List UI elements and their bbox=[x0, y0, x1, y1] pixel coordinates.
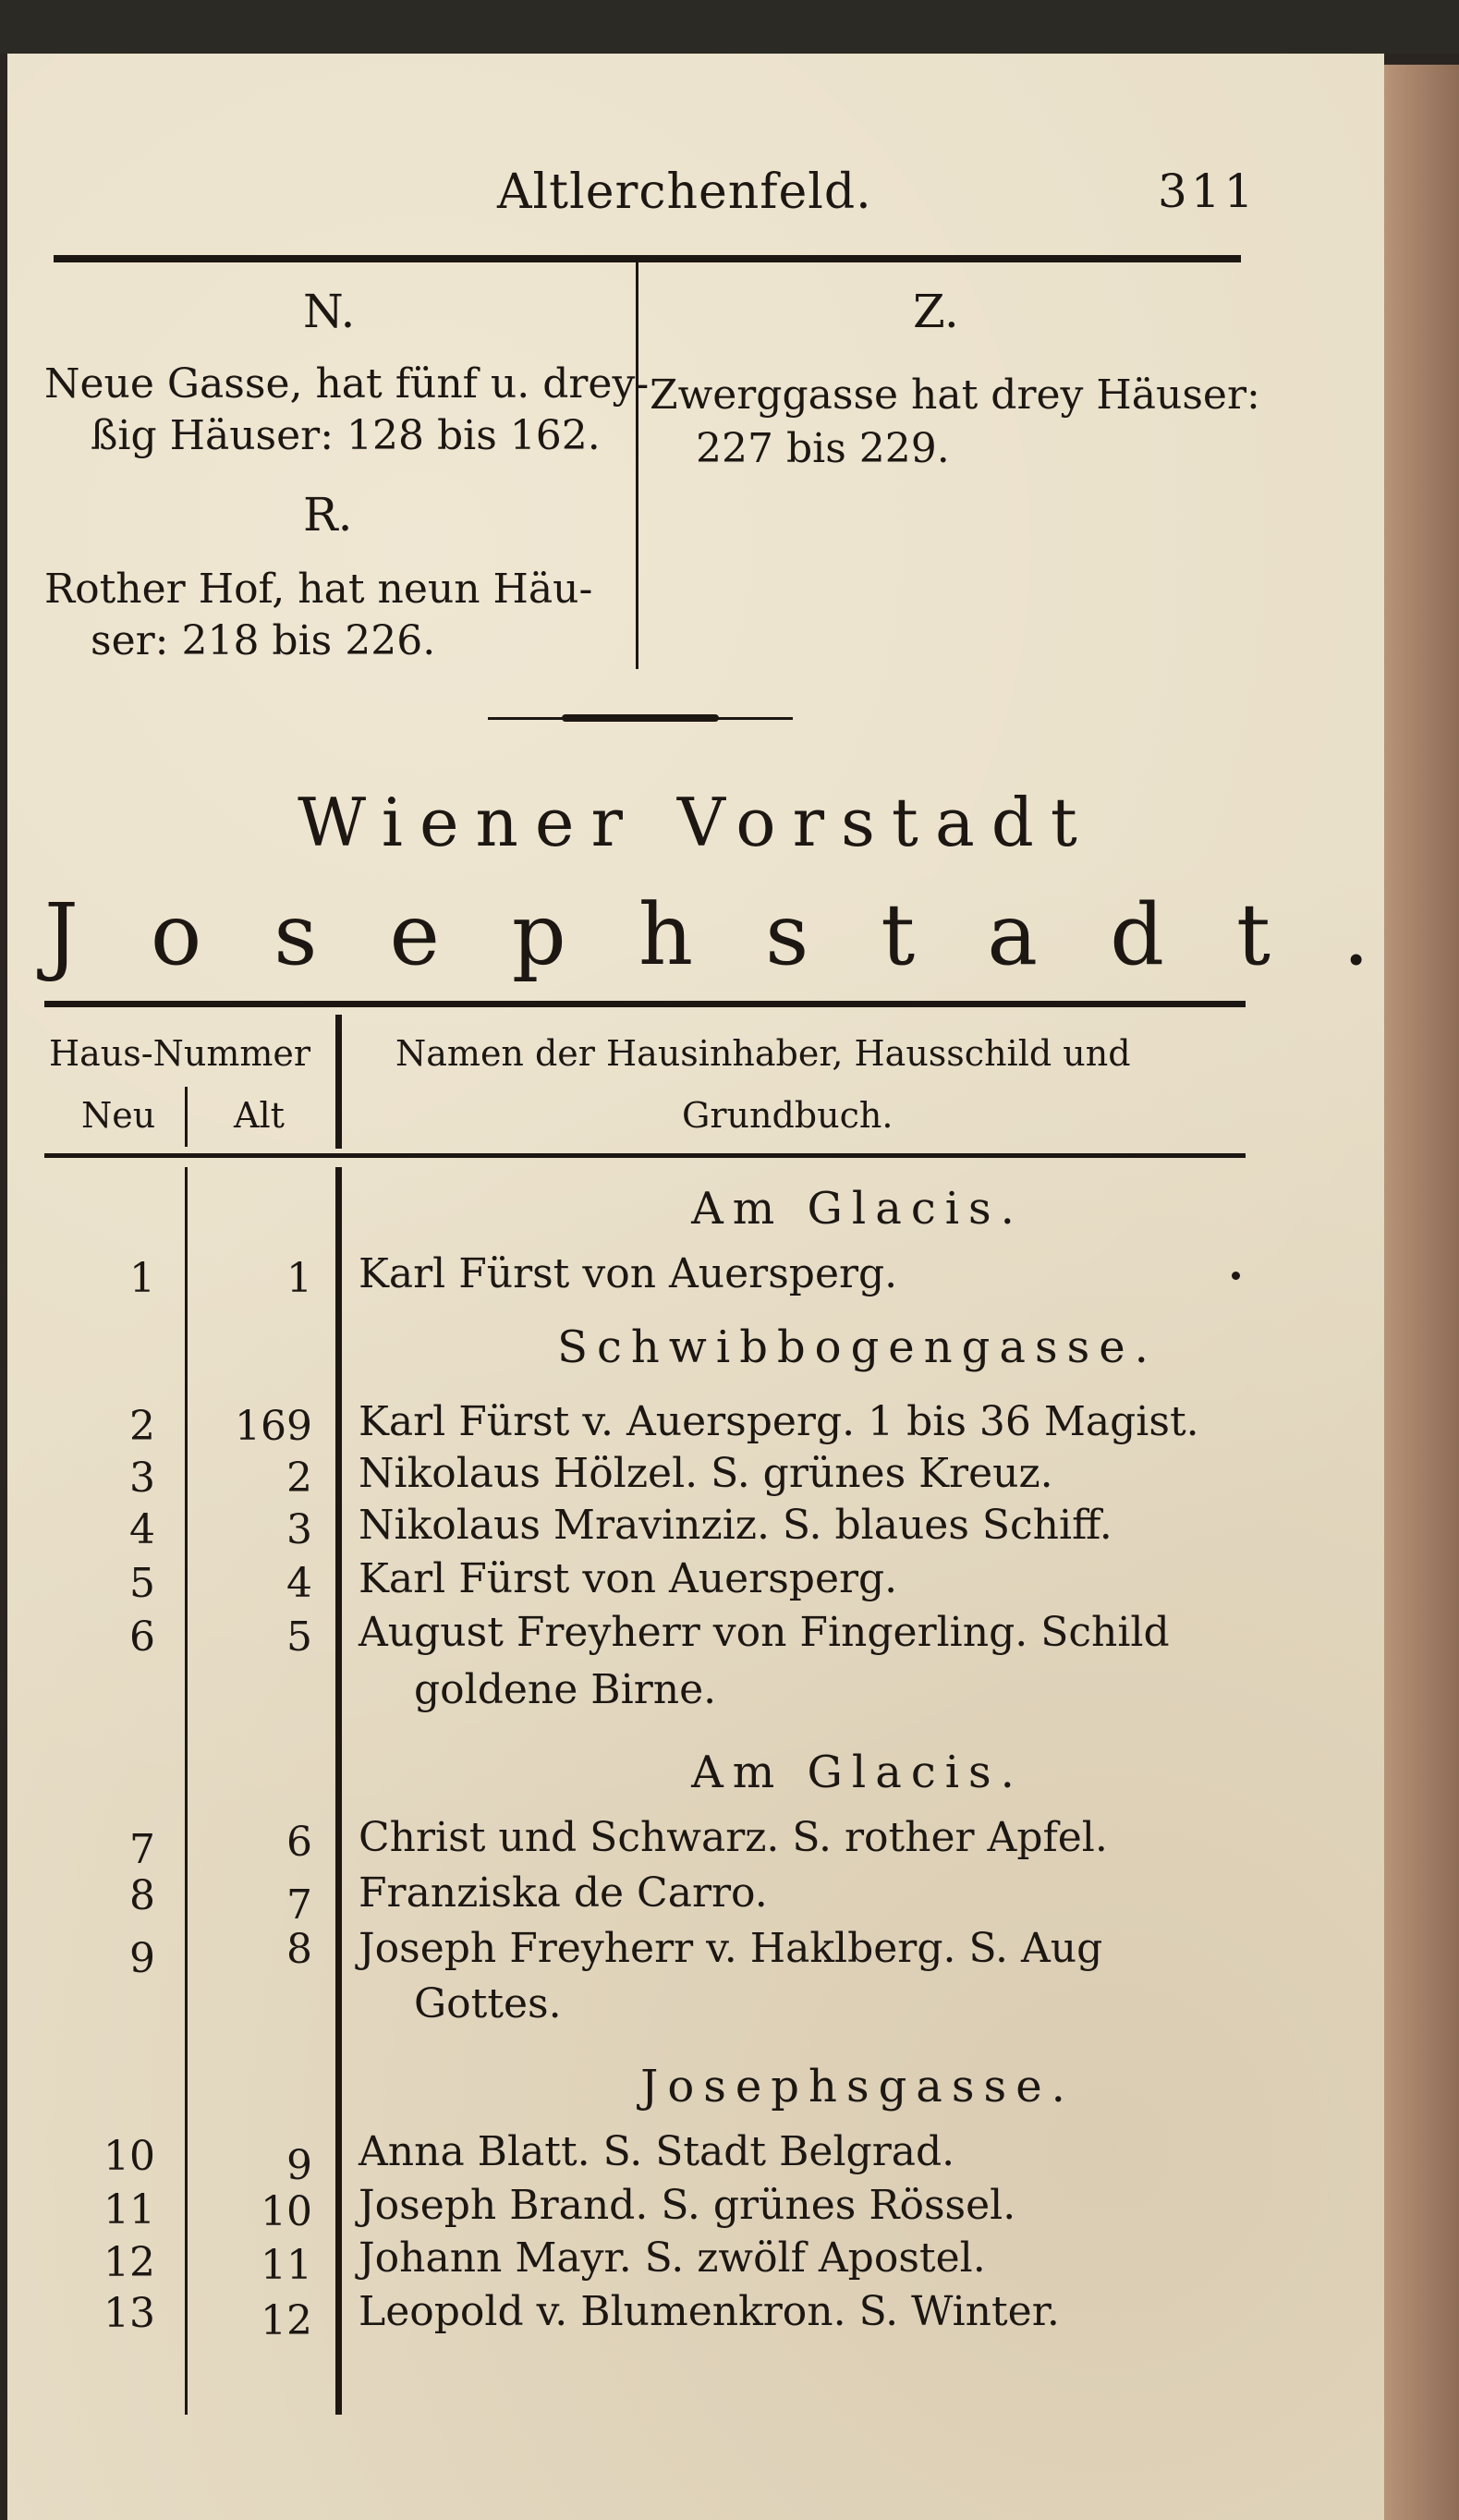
house-number-old: 5 bbox=[286, 1613, 312, 1661]
owner-entry: Nikolaus Mravinziz. S. blaues Schiff. bbox=[359, 1502, 1112, 1549]
page-number: 311 bbox=[1158, 164, 1258, 218]
running-head: Altlerchenfeld. bbox=[497, 164, 872, 220]
entry-line: Rother Hof, hat neun Häu- bbox=[44, 566, 593, 613]
table-header-rule bbox=[44, 1153, 1246, 1158]
owner-entry: August Freyherr von Fingerling. Schild bbox=[359, 1609, 1170, 1656]
page-edge bbox=[1384, 65, 1459, 2520]
title-line-1: Wiener Vorstadt bbox=[298, 784, 1094, 861]
house-number-old: 8 bbox=[286, 1926, 312, 1973]
header-new: Neu bbox=[81, 1095, 156, 1136]
house-number-new: 6 bbox=[129, 1613, 155, 1661]
table-top-rule bbox=[44, 1001, 1246, 1007]
entry-line: Neue Gasse, hat fünf u. drey- bbox=[44, 360, 650, 408]
house-number-new: 9 bbox=[129, 1935, 155, 1982]
house-number-old: 4 bbox=[286, 1560, 312, 1607]
header-old: Alt bbox=[234, 1095, 285, 1136]
owner-entry: Franziska de Carro. bbox=[359, 1869, 768, 1917]
owner-entry-continued: goldene Birne. bbox=[414, 1666, 717, 1713]
owner-entry: Joseph Brand. S. grünes Rössel. bbox=[359, 2182, 1016, 2229]
house-number-new: 11 bbox=[103, 2186, 155, 2234]
owner-entry: Karl Fürst v. Auersperg. 1 bis 36 Magist. bbox=[359, 1398, 1199, 1445]
owner-entry: Nikolaus Hölzel. S. grünes Kreuz. bbox=[359, 1450, 1053, 1497]
owner-entry: Leopold v. Blumenkron. S. Winter. bbox=[359, 2288, 1060, 2335]
body-divider-thick bbox=[335, 1167, 342, 2415]
section-letter-z: Z. bbox=[913, 285, 959, 338]
house-number-old: 1 bbox=[286, 1255, 312, 1302]
entry-line: Zwerggasse hat drey Häuser: bbox=[650, 371, 1260, 419]
book-page bbox=[7, 54, 1442, 2520]
house-number-old: 9 bbox=[286, 2142, 312, 2189]
house-number-old: 3 bbox=[286, 1506, 312, 1553]
ink-dot bbox=[1232, 1272, 1240, 1280]
owner-entry: Christ und Schwarz. S. rother Apfel. bbox=[359, 1814, 1108, 1861]
title-line-2: Josephstadt. bbox=[44, 885, 1442, 984]
section-letter-r: R. bbox=[303, 488, 353, 542]
house-number-new: 1 bbox=[129, 1255, 155, 1302]
entry-line: ßig Häuser: 128 bis 162. bbox=[91, 412, 601, 459]
house-number-new: 13 bbox=[103, 2290, 155, 2337]
house-number-old: 6 bbox=[286, 1819, 312, 1866]
house-number-old: 12 bbox=[261, 2297, 312, 2344]
section-heading: Am Glacis. bbox=[691, 1747, 1024, 1798]
house-number-new: 5 bbox=[129, 1560, 155, 1607]
table-header-divider bbox=[335, 1015, 342, 1149]
table-subheader-divider bbox=[185, 1087, 188, 1147]
header-rule bbox=[54, 255, 1241, 262]
house-number-new: 3 bbox=[129, 1455, 155, 1502]
house-number-old: 2 bbox=[286, 1455, 312, 1502]
entry-line: ser: 218 bis 226. bbox=[91, 617, 436, 664]
owner-entry: Anna Blatt. S. Stadt Belgrad. bbox=[359, 2128, 955, 2175]
body-divider-thin bbox=[185, 1167, 188, 2415]
house-number-new: 4 bbox=[129, 1506, 155, 1553]
house-number-new: 12 bbox=[103, 2239, 155, 2286]
column-divider bbox=[636, 262, 638, 669]
owner-entry: Johann Mayr. S. zwölf Apostel. bbox=[359, 2234, 986, 2282]
house-number-new: 2 bbox=[129, 1403, 155, 1450]
section-letter-n: N. bbox=[303, 285, 356, 338]
section-heading: Schwibbogengasse. bbox=[557, 1321, 1158, 1373]
house-number-new: 7 bbox=[129, 1826, 155, 1873]
section-heading: Am Glacis. bbox=[691, 1183, 1024, 1235]
owner-entry: Karl Fürst von Auersperg. bbox=[359, 1250, 898, 1297]
house-number-old: 11 bbox=[261, 2242, 312, 2289]
section-heading: Josephsgasse. bbox=[640, 2061, 1075, 2112]
owner-entry: Joseph Freyherr v. Haklberg. S. Aug bbox=[359, 1925, 1103, 1972]
header-names-line1: Namen der Hausinhaber, Hausschild und bbox=[395, 1033, 1131, 1074]
owner-entry-continued: Gottes. bbox=[414, 1980, 562, 2027]
ornament-rule-center bbox=[562, 714, 719, 722]
scan-top-border bbox=[0, 0, 1459, 54]
house-number-old: 7 bbox=[286, 1881, 312, 1929]
header-house-numbers: Haus-Nummer bbox=[49, 1033, 311, 1074]
house-number-old: 169 bbox=[235, 1403, 312, 1450]
owner-entry: Karl Fürst von Auersperg. bbox=[359, 1555, 898, 1602]
house-number-new: 8 bbox=[129, 1872, 155, 1919]
header-names-line2: Grundbuch. bbox=[682, 1095, 894, 1136]
entry-line: 227 bis 229. bbox=[696, 425, 950, 472]
house-number-new: 10 bbox=[103, 2133, 155, 2180]
house-number-old: 10 bbox=[261, 2188, 312, 2235]
